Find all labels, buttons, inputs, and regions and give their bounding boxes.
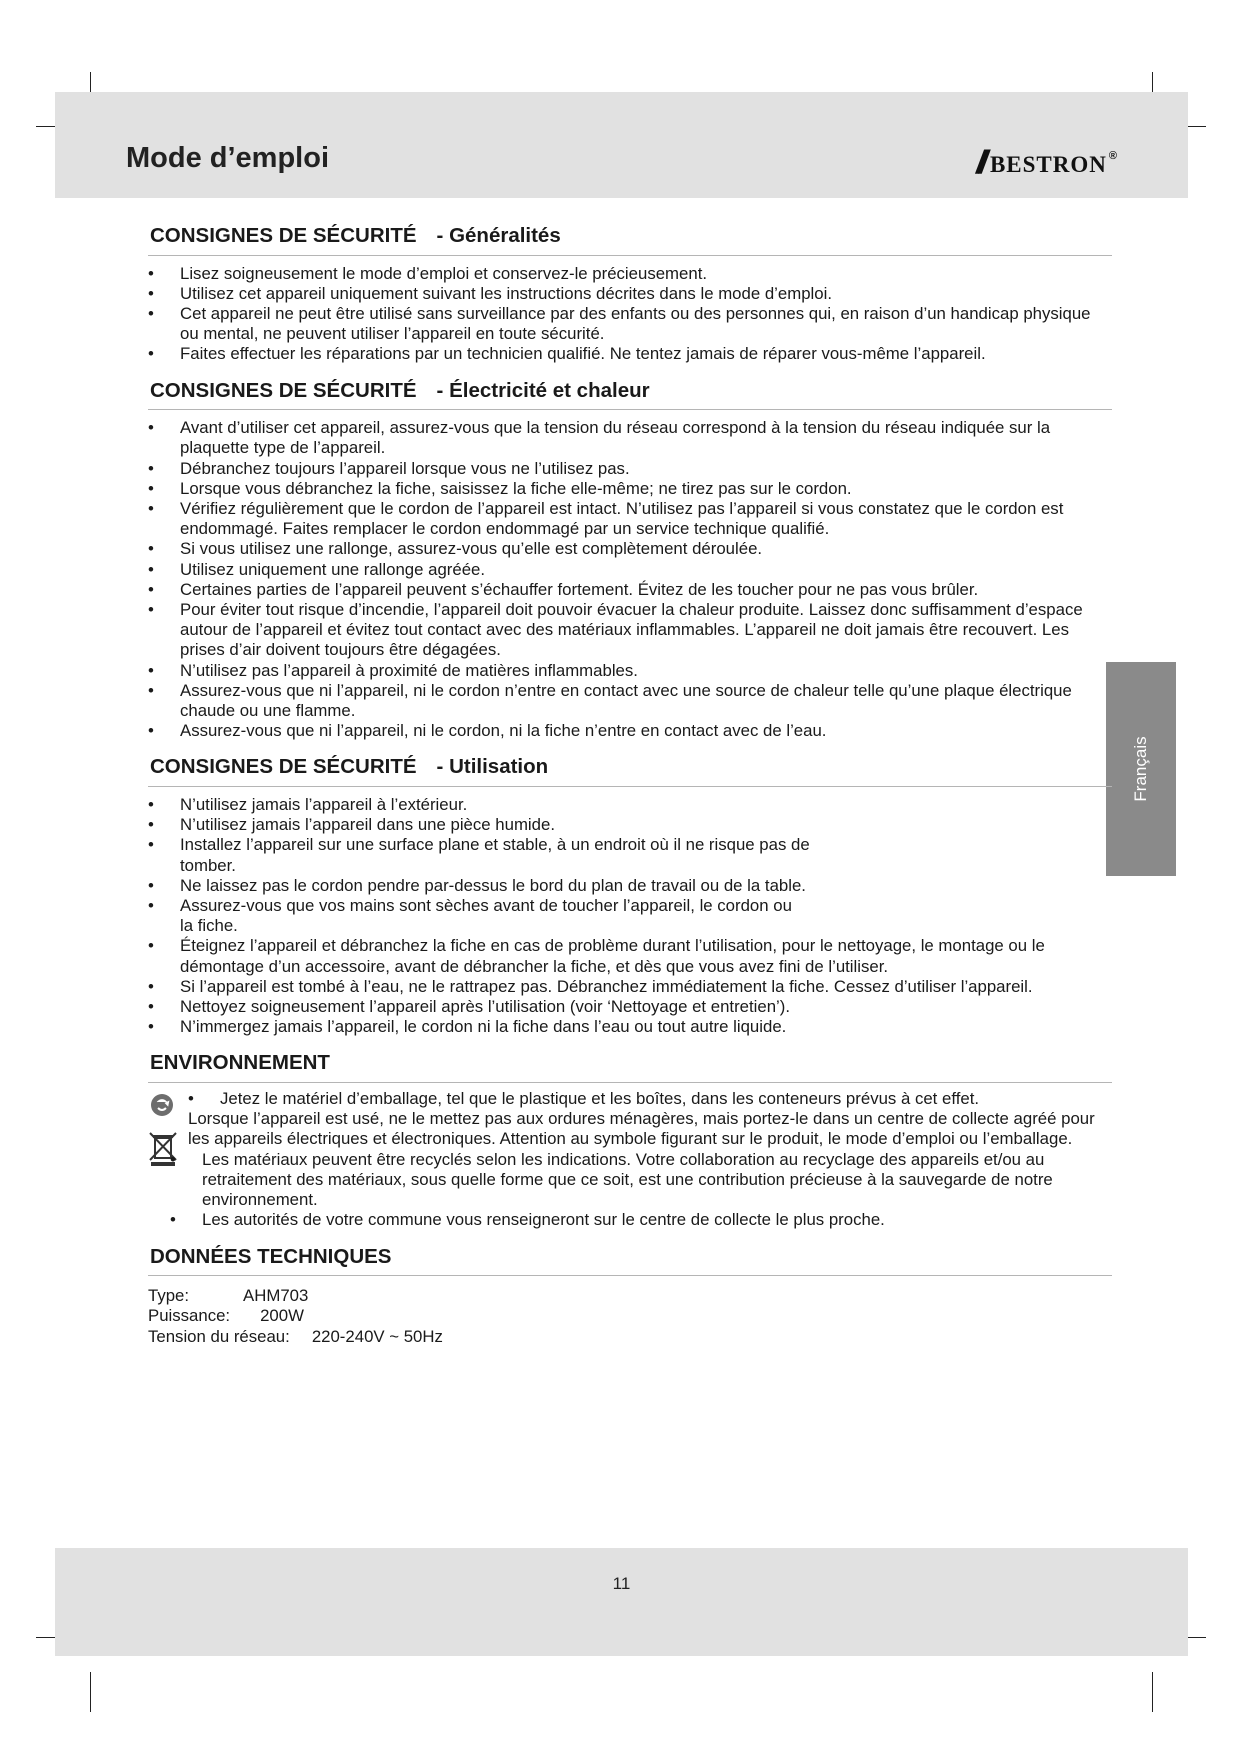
section-heading — [148, 379, 1112, 411]
list-item: • Faites effectuer les réparations par un technicien qualifié. Ne tentez jamais de réparer vous-même l’appareil. — [148, 344, 986, 364]
page-header — [55, 92, 1188, 198]
list-item: • Si vous utilisez une rallonge, assurez-vous qu’elle est complètement déroulée. — [148, 539, 763, 559]
list-item: • Cet appareil ne peut être utilisé sans surveillance par des enfants ou des personnes qui, en raison d’un handicap physique ou mental, ne peuvent utiliser l’appareil en toute sécurité. — [148, 304, 1091, 344]
section-subtitle: - Généralités — [436, 224, 561, 247]
section-technical-data — [148, 1245, 1112, 1347]
section-subtitle: - Utilisation — [436, 755, 549, 779]
page-number: 11 — [612, 1574, 631, 1593]
bullet-list — [170, 1089, 1112, 1230]
list-item: Lorsque l’appareil est usé, ne le mettez pas aux ordures ménagères, mais portez-le dans un centre de collecte agréé pour les appareils électriques et électroniques. Attention au symbole figurant sur le produit, le mode d’emploi ou l’emballage. — [188, 1109, 1095, 1149]
section-title: CONSIGNES DE SÉCURITÉ — [150, 755, 417, 779]
spec-table — [148, 1286, 1112, 1347]
recycle-icon — [150, 1093, 174, 1117]
spec-value: 200W — [260, 1306, 304, 1326]
section-environment — [148, 1051, 1112, 1230]
list-item: • Avant d’utiliser cet appareil, assurez-vous que la tension du réseau correspond à la tension du réseau indiquée sur la plaquette type de l’appareil. — [148, 418, 1051, 458]
crop-mark — [90, 1672, 91, 1712]
list-item: • Lisez soigneusement le mode d’emploi et conservez-le précieusement. — [148, 263, 708, 283]
list-item: • Certaines parties de l’appareil peuvent s’échauffer fortement. Évitez de les toucher pour ne pas vous brûler. — [148, 579, 979, 599]
section-heading — [148, 1051, 1112, 1083]
language-tab — [1106, 662, 1176, 876]
section-general-safety — [148, 224, 1112, 365]
list-item: • Utilisez cet appareil uniquement suivant les instructions décrites dans le mode d’emploi. — [148, 283, 833, 303]
environment-block — [148, 1089, 1112, 1230]
list-item: • Débranchez toujours l’appareil lorsque vous ne l’utilisez pas. — [148, 458, 630, 478]
list-item: • Jetez le matériel d’emballage, tel que le plastique et les boîtes, dans les conteneurs prévus à cet effet. — [188, 1089, 980, 1109]
section-electricity-heat — [148, 379, 1112, 742]
list-item: • Assurez-vous que vos mains sont sèches avant de toucher l’appareil, le cordon ou la fiche. — [148, 896, 792, 936]
list-item: • Lorsque vous débranchez la fiche, saisissez la fiche elle-même; ne tirez pas sur le cordon. — [148, 478, 852, 498]
section-title: CONSIGNES DE SÉCURITÉ — [150, 378, 417, 402]
language-tab-label: Français — [1131, 736, 1150, 802]
list-item: • Les autorités de votre commune vous renseigneront sur le centre de collecte le plus proche. — [170, 1210, 885, 1230]
section-title: ENVIRONNEMENT — [150, 1051, 330, 1075]
spec-label: Puissance: — [148, 1306, 231, 1326]
spec-value: 220-240V ~ 50Hz — [311, 1326, 443, 1346]
list-item: • N’utilisez pas l’appareil à proximité de matières inflammables. — [148, 660, 638, 680]
spec-row-voltage — [148, 1327, 1112, 1347]
section-title: DONNÉES TECHNIQUES — [150, 1244, 392, 1268]
list-item: • Éteignez l’appareil et débranchez la fiche en cas de problème durant l’utilisation, pour le nettoyage, le montage ou le démontage d’un accessoire, avant de débrancher la fiche, et dès que vous avez fini de l’utiliser. — [148, 936, 1045, 976]
list-item: • Les matériaux peuvent être recyclés selon les indications. Votre collaboration au recyclage des appareils et/ou au retraitement des matériaux, sous quelle forme que ce soit, est une contribution précieuse à la sauvegarde de notre environnement. — [170, 1149, 1053, 1210]
spec-value: AHM703 — [243, 1286, 309, 1306]
page-title: Mode d’emploi — [126, 142, 329, 174]
list-item: • Assurez-vous que ni l’appareil, ni le cordon, ni la fiche n’entre en contact avec de l’eau. — [148, 721, 827, 741]
list-item: • N’utilisez jamais l’appareil à l’extérieur. — [148, 795, 468, 815]
section-heading — [148, 755, 1112, 787]
bullet-list — [148, 418, 1112, 741]
section-usage — [148, 755, 1112, 1037]
spec-label: Tension du réseau: — [148, 1326, 290, 1346]
list-item: • Installez l’appareil sur une surface plane et stable, à un endroit où il ne risque pas de tomber. — [148, 835, 810, 875]
section-heading — [148, 1245, 1112, 1277]
list-item: • Ne laissez pas le cordon pendre par-dessus le bord du plan de travail ou de la table. — [148, 875, 806, 895]
brand-chevron-icon: // — [976, 144, 982, 180]
list-item: • Assurez-vous que ni l’appareil, ni le cordon n’entre en contact avec une source de chaleur telle qu’une plaque électrique chaude ou une flamme. — [148, 680, 1072, 721]
list-item: • N’utilisez jamais l’appareil dans une pièce humide. — [148, 815, 555, 835]
brand-name: bestron — [989, 144, 1107, 180]
section-title: CONSIGNES DE SÉCURITÉ — [150, 224, 417, 247]
list-item: • Utilisez uniquement une rallonge agréée. — [148, 559, 486, 579]
section-subtitle: - Électricité et chaleur — [436, 378, 650, 402]
spec-row-power — [148, 1306, 1112, 1326]
list-item: • N’immergez jamais l’appareil, le cordon ni la fiche dans l’eau ou tout autre liquide. — [148, 1017, 787, 1037]
list-item: • Pour éviter tout risque d’incendie, l’appareil doit pouvoir évacuer la chaleur produite. Laissez donc suffisamment d’espace autour de l’appareil et évitez tout contact avec des matériaux inflammables. L’appareil ne doit jamais être recouvert. Les prises d’air doivent toujours être dégagées. — [148, 600, 1083, 660]
page-footer — [55, 1548, 1188, 1656]
document-body — [148, 224, 1112, 1347]
section-heading — [148, 224, 1112, 256]
list-item: • Si l’appareil est tombé à l’eau, ne le rattrapez pas. Débranchez immédiatement la fiche. Cessez d’utiliser l’appareil. — [148, 976, 1033, 996]
bullet-list — [148, 795, 1112, 1037]
spec-label: Type: — [148, 1286, 190, 1306]
list-item: • Vérifiez régulièrement que le cordon de l’appareil est intact. N’utilisez pas l’appareil si vous constatez que le cordon est endommagé. Faites remplacer le cordon endommagé par un service technique qualifié. — [148, 499, 1064, 539]
brand-logo — [976, 144, 1118, 181]
spec-row-type — [148, 1286, 1112, 1306]
registered-mark: ® — [1108, 150, 1118, 162]
bullet-list — [148, 264, 1112, 365]
crop-mark — [1152, 1672, 1153, 1712]
list-item: • Nettoyez soigneusement l’appareil après l’utilisation (voir ‘Nettoyage et entretien’). — [148, 997, 791, 1017]
